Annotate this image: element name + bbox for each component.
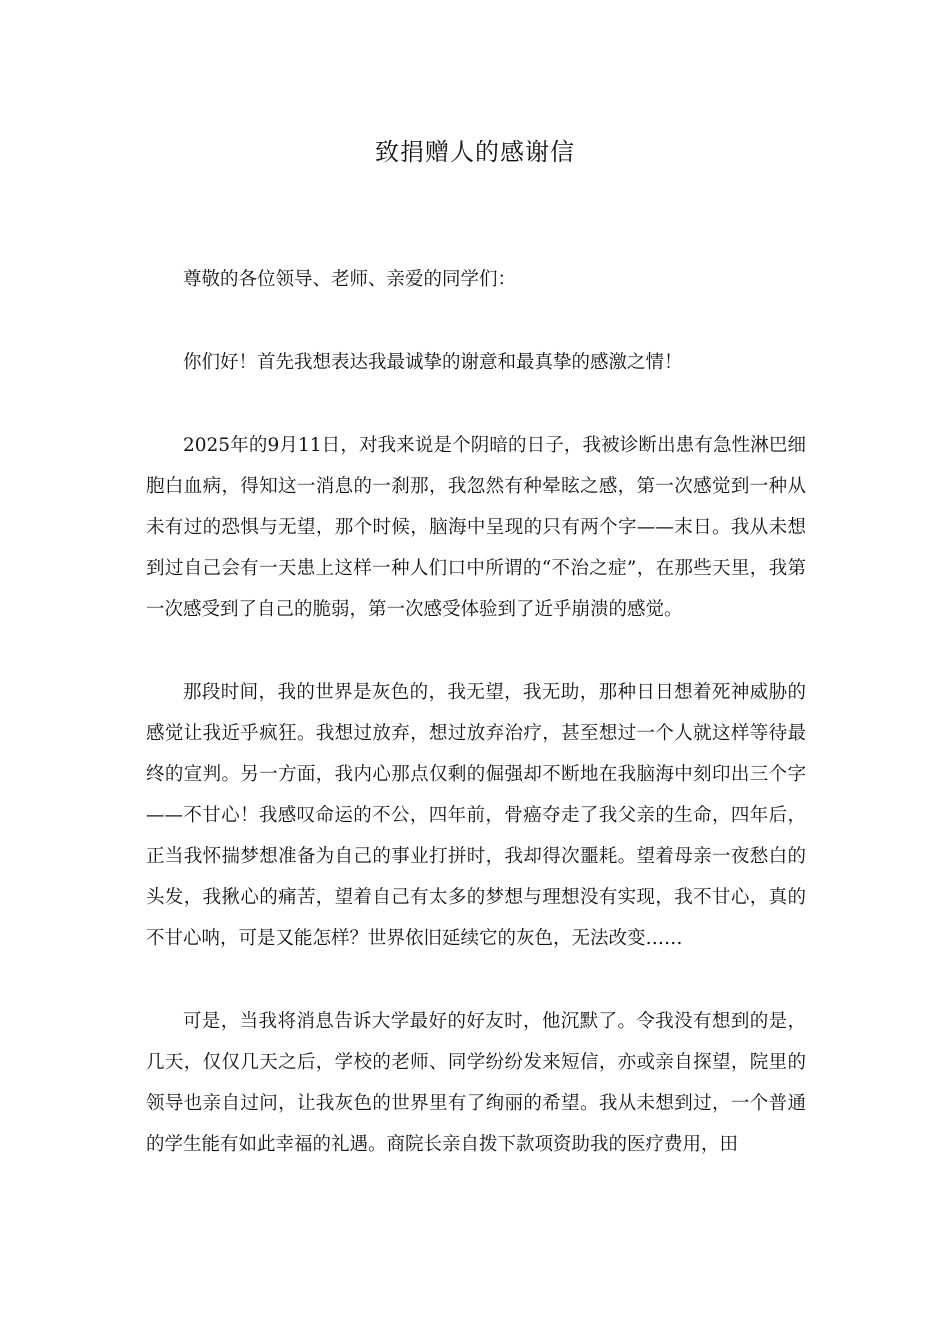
- letter-title: 致捐赠人的感谢信: [375, 138, 575, 166]
- greeting-paragraph: 你们好！首先我想表达我最诚挚的谢意和最真挚的感激之情！: [183, 352, 683, 373]
- body-paragraph: 可是，当我将消息告诉大学最好的好友时，他沉默了。令我没有想到的是，几天，仅仅几天之后，学校的老师、同学纷纷发来短信，亦或亲自探望，院里的领导也亲自过问，让我灰色的世界里有了绚丽的希望。我从未想到过，一个普通的学生能有如此幸福的礼遇。商院长亲自拨下款项资助我的医疗费用，田: [146, 1011, 806, 1155]
- body-paragraph: 那段时间，我的世界是灰色的，我无望，我无助，那种日日想着死神威胁的感觉让我近乎疯狂。我想过放弃，想过放弃治疗，甚至想过一个人就这样等待最终的宣判。另一方面，我内心那点仅剩的倔强却不断地在我脑海中刻印出三个字——不甘心！我感叹命运的不公，四年前，骨癌夺走了我父亲的生命，四年后，正当我怀揣梦想准备为自己的事业打拼时，我却得次噩耗。望着母亲一夜愁白的头发，我揪心的痛苦，望着自己有太多的梦想与理想没有实现，我不甘心，真的不甘心呐，可是又能怎样？世界依旧延续它的灰色，无法改变……: [146, 682, 806, 949]
- letter-body: [146, 259, 806, 1207]
- salutation: 尊敬的各位领导、老师、亲爱的同学们：: [183, 269, 517, 290]
- body-paragraph: 2025年的9月11日，对我来说是个阴暗的日子，我被诊断出患有急性淋巴细胞白血病，得知这一消息的一刹那，我忽然有种晕眩之感，第一次感觉到一种从未有过的恐惧与无望，那个时候，脑海中呈现的只有两个字——末日。我从未想到过自己会有一天患上这样一种人们口中所谓的“不治之症”，在那些天里，我第一次感受到了自己的脆弱，第一次感受体验到了近乎崩溃的感觉。: [146, 435, 806, 620]
